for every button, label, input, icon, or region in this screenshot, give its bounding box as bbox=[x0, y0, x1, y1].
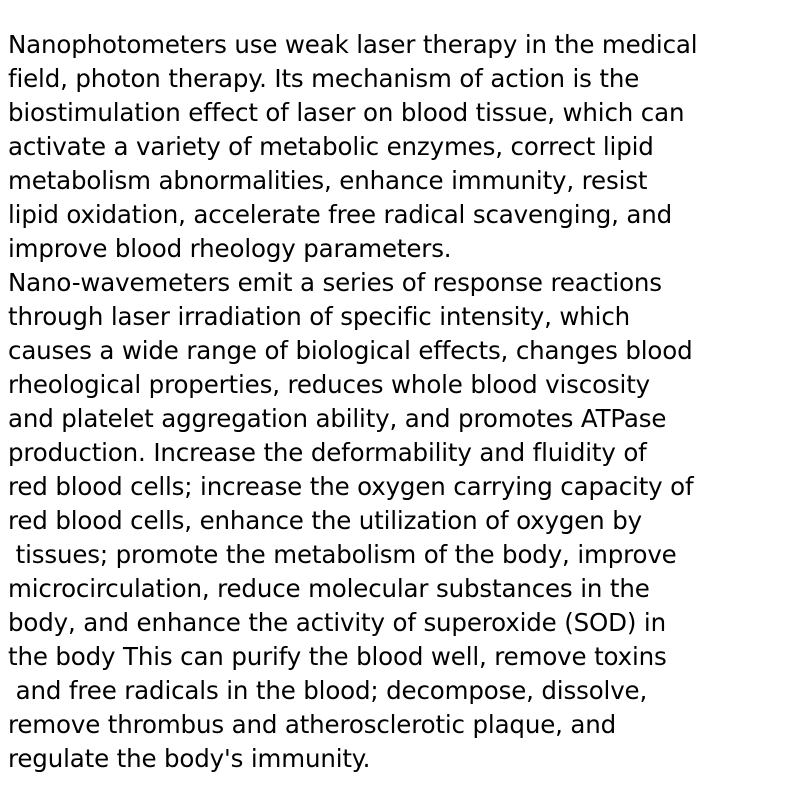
text-line: improve blood rheology parameters. bbox=[8, 234, 452, 263]
text-line: lipid oxidation, accelerate free radical scavenging, and bbox=[8, 200, 673, 229]
text-line: and platelet aggregation ability, and promotes ATPase bbox=[8, 404, 667, 433]
body-text bbox=[8, 28, 798, 776]
text-line: regulate the body's immunity. bbox=[8, 744, 371, 773]
text-line: red blood cells; increase the oxygen carrying capacity of bbox=[8, 472, 694, 501]
text-line: causes a wide range of biological effects, changes blood bbox=[8, 336, 693, 365]
text-line: remove thrombus and atherosclerotic plaque, and bbox=[8, 710, 617, 739]
text-line: body, and enhance the activity of superoxide (SOD) in bbox=[8, 608, 666, 637]
text-line: tissues; promote the metabolism of the body, improve bbox=[8, 540, 677, 569]
text-line: through laser irradiation of specific intensity, which bbox=[8, 302, 631, 331]
text-line: and free radicals in the blood; decompose, dissolve, bbox=[8, 676, 648, 705]
text-line: microcirculation, reduce molecular substances in the bbox=[8, 574, 650, 603]
text-line: red blood cells, enhance the utilization of oxygen by bbox=[8, 506, 642, 535]
text-line: rheological properties, reduces whole blood viscosity bbox=[8, 370, 651, 399]
text-line: activate a variety of metabolic enzymes, correct lipid bbox=[8, 132, 654, 161]
text-line: biostimulation effect of laser on blood tissue, which can bbox=[8, 98, 685, 127]
text-line: production. Increase the deformability and fluidity of bbox=[8, 438, 647, 467]
text-line: the body This can purify the blood well, remove toxins bbox=[8, 642, 667, 671]
text-line: metabolism abnormalities, enhance immunity, resist bbox=[8, 166, 648, 195]
text-line: field, photon therapy. Its mechanism of action is the bbox=[8, 64, 640, 93]
text-line: Nano-wavemeters emit a series of response reactions bbox=[8, 268, 662, 297]
text-line: Nanophotometers use weak laser therapy in the medical bbox=[8, 30, 698, 59]
